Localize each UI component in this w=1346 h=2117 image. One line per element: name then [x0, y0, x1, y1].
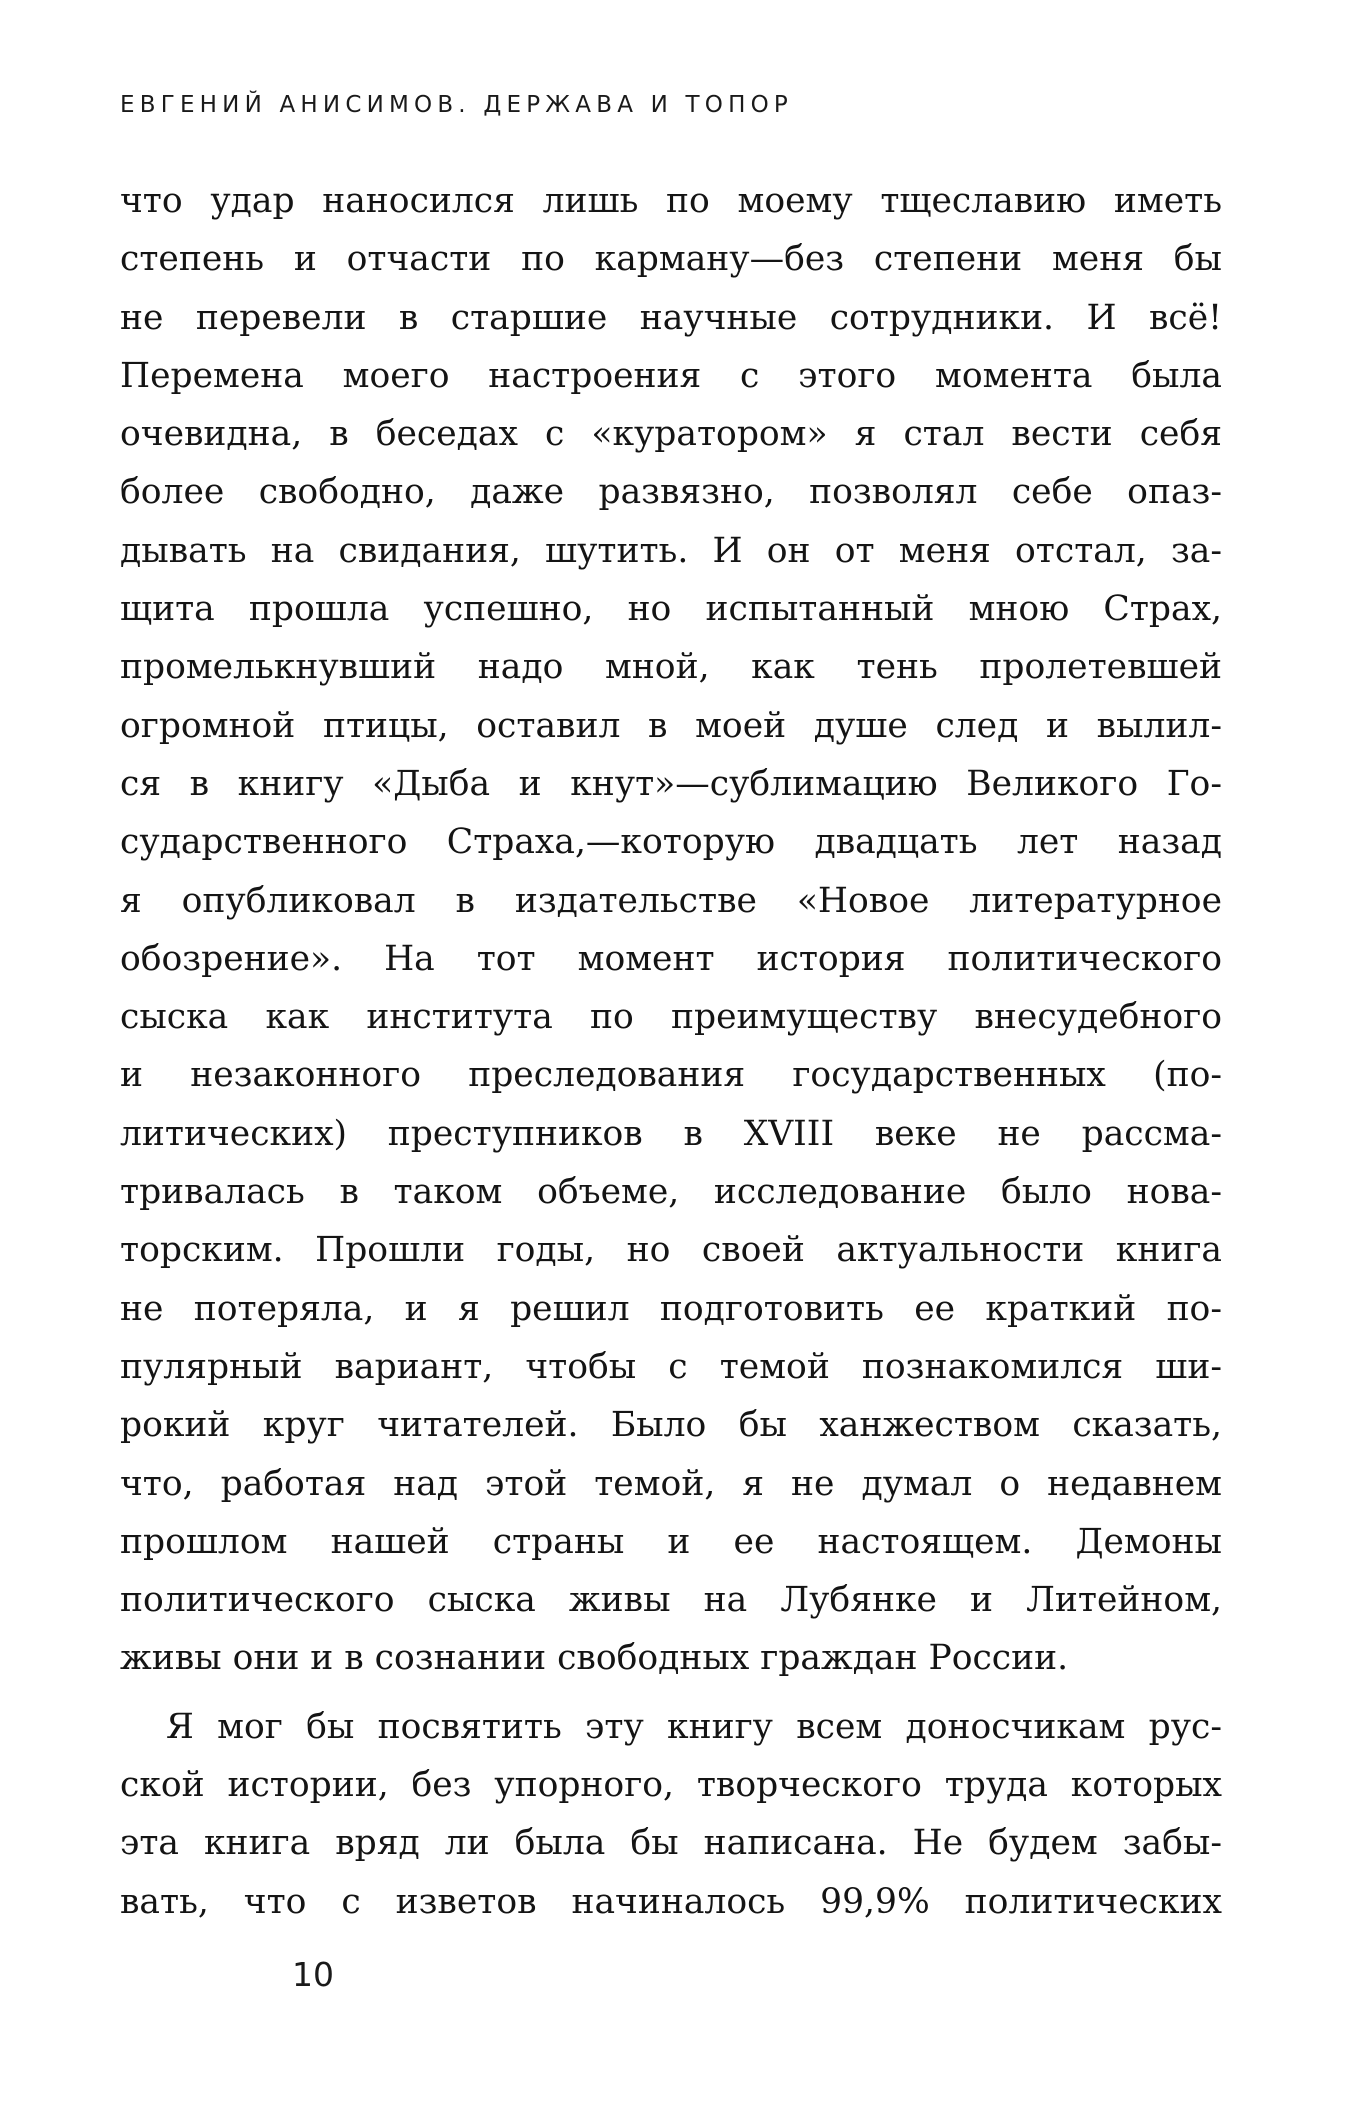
text-line: не перевели в старшие научные сотрудники. И всё!	[120, 297, 1222, 338]
paragraph	[120, 172, 1222, 1688]
text-line: прошлом нашей страны и ее настоящем. Демоны	[120, 1521, 1222, 1562]
text-line: вать, что с изветов начиналось 99,9% политических	[120, 1881, 1222, 1922]
text-line: торским. Прошли годы, но своей актуальности книга	[120, 1230, 1222, 1271]
paragraph	[120, 1698, 1222, 1931]
text-line: сударственного Страха,—которую двадцать лет назад	[120, 822, 1222, 863]
text-line: эта книга вряд ли была бы написана. Не будем забы-	[120, 1823, 1222, 1864]
text-line: живы они и в сознании свободных граждан России.	[120, 1638, 1069, 1679]
text-line: дывать на свидания, шутить. И он от меня отстал, за-	[120, 530, 1222, 571]
text-line: очевидна, в беседах с «куратором» я стал вести себя	[120, 414, 1222, 455]
text-line: обозрение». На тот момент история политического	[120, 938, 1222, 979]
text-line: сыска как института по преимуществу внесудебного	[120, 997, 1222, 1038]
text-line: ской истории, без упорного, творческого труда которых	[120, 1765, 1222, 1806]
text-line: я опубликовал в издательстве «Новое литературное	[120, 880, 1222, 921]
text-line: ся в книгу «Дыба и кнут»—сублимацию Великого Го-	[120, 763, 1222, 804]
text-line: степень и отчасти по карману—без степени меня бы	[120, 239, 1222, 280]
text-line: политического сыска живы на Лубянке и Литейном,	[120, 1580, 1222, 1621]
text-line: рокий круг читателей. Было бы ханжеством сказать,	[120, 1405, 1222, 1446]
text-line: тривалась в таком объеме, исследование было нова-	[120, 1172, 1222, 1213]
text-line: щита прошла успешно, но испытанный мною Страх,	[120, 589, 1222, 630]
text-line: литических) преступников в XVIII веке не рассма-	[120, 1113, 1222, 1154]
text-line: что, работая над этой темой, я не думал о недавнем	[120, 1463, 1222, 1504]
text-line: не потеряла, и я решил подготовить ее краткий по-	[120, 1288, 1222, 1329]
body-text	[120, 172, 1222, 1931]
running-head: ЕВГЕНИЙ АНИСИМОВ. ДЕРЖАВА И ТОПОР	[120, 92, 793, 118]
text-line: промелькнувший надо мной, как тень пролетевшей	[120, 647, 1222, 688]
paragraph-gap	[120, 1688, 1222, 1698]
text-line: Перемена моего настроения с этого момента была	[120, 355, 1222, 396]
page-number: 10	[292, 1955, 334, 1994]
text-line: и незаконного преследования государственных (по-	[120, 1055, 1222, 1096]
text-line: огромной птицы, оставил в моей душе след и вылил-	[120, 705, 1222, 746]
text-line: что удар наносился лишь по моему тщеславию иметь	[120, 181, 1222, 221]
text-line: Я мог бы посвятить эту книгу всем доносчикам рус-	[166, 1706, 1222, 1747]
text-line: пулярный вариант, чтобы с темой познакомился ши-	[120, 1346, 1222, 1387]
text-line: более свободно, даже развязно, позволял себе опаз-	[120, 472, 1222, 513]
